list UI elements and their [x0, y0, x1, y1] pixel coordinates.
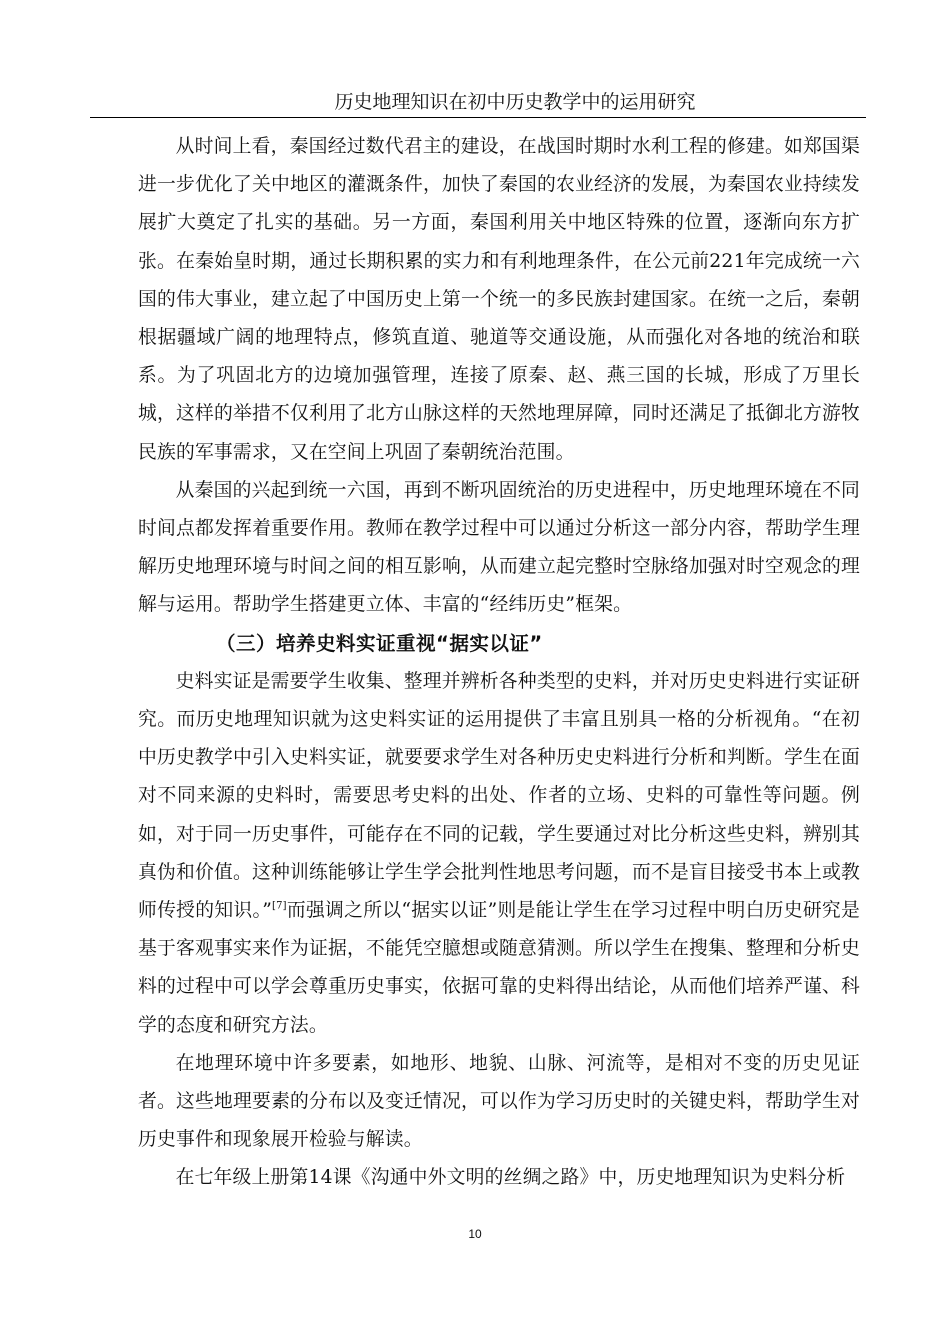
header-divider	[90, 117, 866, 118]
paragraph-historical-evidence-quote: 史料实证是需要学生收集、整理并辨析各种类型的史料，并对历史史料进行实证研究。而历史地理知识就为这史料实证的运用提供了丰富且别具一格的分析视角。“在初中历史教学中引入史料实证，就要要求学生对各种历史史料进行分析和判断。学生在面对不同来源的史料时，需要思考史料的出处、作者的立场、史料的可靠性等问题。例如，对于同一历史事件，可能存在不同的记载，学生要通过对比分析这些史料，辨别其真伪和价值。这种训练能够让学生学会批判性地思考问题，而不是盲目接受书本上或教师传授的知识。”	[138, 670, 860, 922]
page-body	[138, 128, 860, 1198]
paragraph-historical-evidence	[138, 663, 860, 1045]
paragraph-geographic-elements: 在地理环境中许多要素，如地形、地貌、山脉、河流等，是相对不变的历史见证者。这些地理要素的分布以及变迁情况，可以作为学习历史时的关键史料，帮助学生对历史事件和现象展开检验与解读。	[138, 1052, 860, 1151]
paragraph-historical-evidence-rest: 而强调之所以“据实以证”则是能让学生在学习过程中明白历史研究是基于客观事实来作为证据，不能凭空臆想或随意猜测。所以学生在搜集、整理和分析史料的过程中可以学会尊重历史事实，依据可靠的史料得出结论，从而他们培养严谨、科学的态度和研究方法。	[138, 900, 860, 1036]
citation-reference: [7]	[272, 900, 287, 912]
paragraph-silk-road: 在七年级上册第14课《沟通中外文明的丝绸之路》中，历史地理知识为史料分析	[175, 1167, 846, 1189]
running-header-title: 历史地理知识在初中历史教学中的运用研究	[334, 91, 696, 113]
paragraph-qin-timeline: 从时间上看，秦国经过数代君主的建设，在战国时期时水利工程的修建。如郑国渠进一步优化了关中地区的灌溉条件，加快了秦国的农业经济的发展，为秦国农业持续发展扩大奠定了扎实的基础。另一方面，秦国利用关中地区特殊的位置，逐渐向东方扩张。在秦始皇时期，通过长期积累的实力和有利地理条件，在公元前221年完成统一六国的伟大事业，建立起了中国历史上第一个统一的多民族封建国家。在统一之后，秦朝根据疆域广阔的地理特点，修筑直道、驰道等交通设施，从而强化对各地的统治和联系。为了巩固北方的边境加强管理，连接了原秦、赵、燕三国的长城，形成了万里长城，这样的举措不仅利用了北方山脉这样的天然地理屏障，同时还满足了抵御北方游牧民族的军事需求，又在空间上巩固了秦朝统治范围。	[138, 136, 860, 463]
paragraph-spatiotemporal: 从秦国的兴起到统一六国，再到不断巩固统治的历史进程中，历史地理环境在不同时间点都发挥着重要作用。教师在教学过程中可以通过分析这一部分内容，帮助学生理解历史地理环境与时间之间的相互影响，从而建立起完整时空脉络加强对时空观念的理解与运用。帮助学生搭建更立体、丰富的“经纬历史”框架。	[138, 479, 860, 616]
section-heading: （三）培养史料实证重视“据实以证”	[216, 631, 543, 655]
page-number: 10	[468, 1227, 482, 1241]
